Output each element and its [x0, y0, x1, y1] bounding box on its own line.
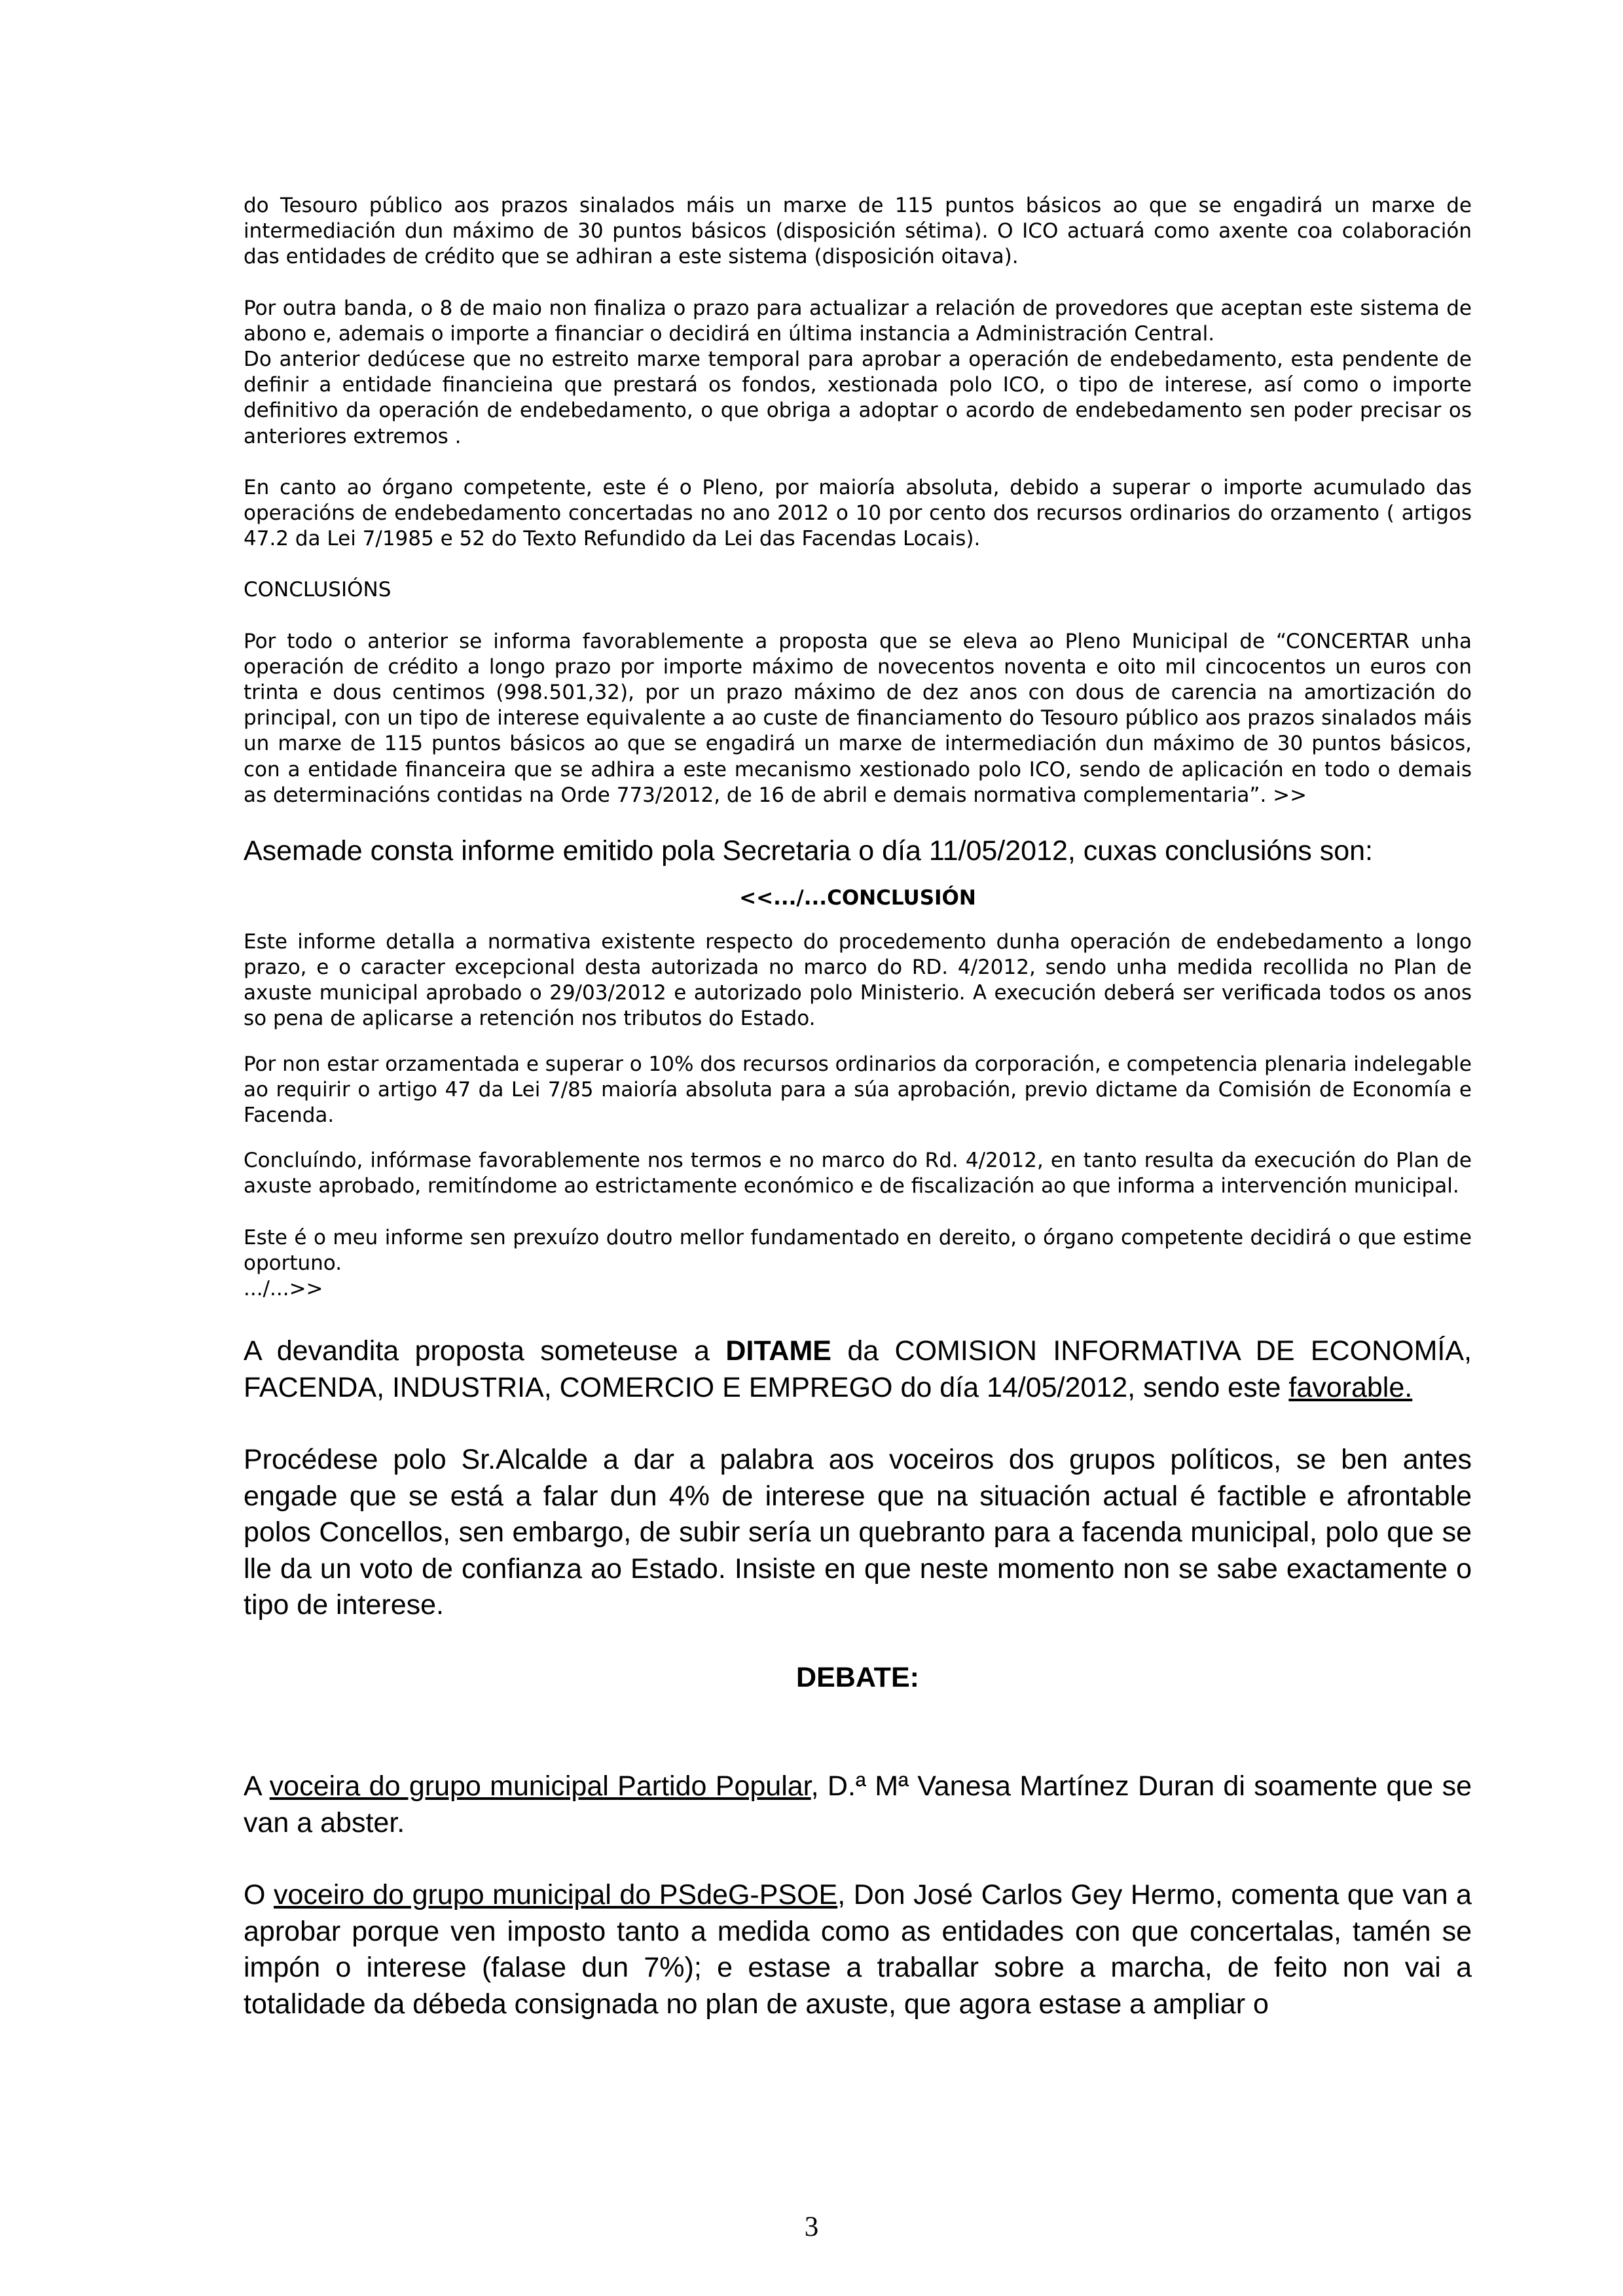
report-paragraph-2b: Do anterior dedúcese que no estreito marxe temporal para aprobar a operación de endebedamento, esta pendente de definir a entidade financieina que prestará os fondos, xestionada polo ICO, o tipo de interese, así como o importe definitivo da operación de endebedamento, o que obriga a adoptar o acordo de endebedamento sen poder precisar os anteriores extremos .: [244, 348, 1472, 448]
ditame-favorable: favorable.: [1288, 1371, 1413, 1403]
secretaria-paragraph-2: Por non estar orzamentada e superar o 10% dos recursos ordinarios da corporación, e competencia plenaria indelegable ao requirir o artigo 47 da Lei 7/85 maioría absoluta para a súa aprobación, previo dictame da Comisión de Economía e Facenda.: [244, 1052, 1472, 1127]
alcalde-paragraph: Procédese polo Sr.Alcalde a dar a palabra aos voceiros dos grupos políticos, se ben antes engade que se está a falar dun 4% de interese que na situación actual é factible e afrontable polos Concellos, sen embargo, de subir sería un quebranto para a facenda municipal, polo que se lle da un voto de confianza ao Estado. Insiste en que neste momento non se sabe exactamente o tipo de interese.: [244, 1444, 1472, 1621]
debate-psoe-paragraph: [244, 1877, 1472, 2022]
secretaria-paragraph-3: Concluíndo, infórmase favorablemente nos termos e no marco do Rd. 4/2012, en tanto resulta da execución do Plan de axuste aprobado, remitíndome ao estrictamente económico e de fiscalización ao que informa a intervención municipal.: [244, 1149, 1472, 1198]
debate-psoe-prefix: O: [244, 1879, 274, 1911]
page-number: 3: [804, 2212, 819, 2242]
ditame-text-after: da COMISION INFORMATIVA DE ECONOMÍA, FACENDA, INDUSTRIA, COMERCIO E EMPREGO do día 14/05/2012, sendo este: [244, 1335, 1472, 1403]
debate-pp-rest: , D.ª Mª Vanesa Martínez Duran di soamente que se van a abster.: [244, 1770, 1472, 1839]
document-body: [244, 193, 1472, 2022]
report-paragraph-1: do Tesouro público aos prazos sinalados máis un marxe de 115 puntos básicos ao que se engadirá un marxe de intermediación dun máximo de 30 puntos básicos (disposición sétima). O ICO actuará como axente coa colaboración das entidades de crédito que se adhiran a este sistema (disposición oitava).: [244, 194, 1472, 269]
secretaria-paragraph-4: Este é o meu informe sen prexuízo doutro mellor fundamentado en dereito, o órgano competente decidirá o que estime oportuno.: [244, 1225, 1472, 1275]
ditame-paragraph: [244, 1333, 1472, 1406]
secretaria-paragraph-1: Este informe detalla a normativa existente respecto do procedemento dunha operación de endebedamento a longo prazo, e o caracter excepcional desta autorizada no marco do RD. 4/2012, sendo unha medida recollida no Plan de axuste municipal aprobado o 29/03/2012 e autorizado polo Ministerio. A execución deberá ser verificada todos os anos so pena de aplicarse a retención nos tributos do Estado.: [244, 929, 1472, 1031]
ditame-text-before: A devandita proposta someteuse a: [244, 1335, 726, 1367]
debate-heading: DEBATE:: [796, 1661, 919, 1693]
debate-pp-paragraph: [244, 1768, 1472, 1841]
report-paragraph-2a: Por outra banda, o 8 de maio non finaliza o prazo para actualizar a relación de provedores que aceptan este sistema de abono e, ademais o importe a financiar o decidirá en última instancia a Administración Central.: [244, 296, 1472, 346]
report-paragraph-4: Por todo o anterior se informa favorablemente a proposta que se eleva ao Pleno Municipal de “CONCERTAR unha operación de crédito a longo prazo por importe máximo de novecentos noventa e oito mil cincocentos un euros con trinta e dous centimos (998.501,32), por un prazo máximo de dez anos con dous de carencia na amortización do principal, con un tipo de interese equivalente a ao custe de financiamento do Tesouro público aos prazos sinalados máis un marxe de 115 puntos básicos ao que se engadirá un marxe de intermediación dun máximo de 30 puntos básicos, con a entidade financeira que se adhira a este mecanismo xestionado polo ICO, sendo de aplicación en todo o demais as determinacións contidas na Orde 773/2012, de 16 de abril e demais normativa complementaria”. >>: [244, 629, 1472, 807]
debate-psoe-group: voceiro do grupo municipal do PSdeG-PSOE: [274, 1879, 838, 1911]
secretaria-closing: .../...>>: [244, 1277, 323, 1300]
secretaria-intro: Asemade consta informe emitido pola Secretaria o día 11/05/2012, cuxas conclusións son:: [244, 835, 1373, 867]
debate-psoe-rest: , Don José Carlos Gey Hermo, comenta que van a aprobar porque ven imposto tanto a medida como as entidades con que concertalas, tamén se impón o interese (falase dun 7%); e estase a traballar sobre a marcha, de feito non vai a totalidade da débeda consignada no plan de axuste, que agora estase a ampliar o: [244, 1879, 1472, 2020]
conclusions-heading: CONCLUSIÓNS: [244, 578, 392, 602]
report-paragraph-3: En canto ao órgano competente, este é o Pleno, por maioría absoluta, debido a superar o importe acumulado das operacións de endebedamento concertadas no ano 2012 o 10 por cento dos recursos ordinarios do orzamento ( artigos 47.2 da Lei 7/1985 e 52 do Texto Refundido da Lei das Facendas Locais).: [244, 475, 1472, 551]
ditame-bold: DITAME: [725, 1335, 831, 1367]
secretaria-conclusion-heading: <<.../...CONCLUSIÓN: [739, 886, 976, 910]
debate-pp-prefix: A: [244, 1770, 270, 1803]
debate-pp-group: voceira do grupo municipal Partido Popular: [269, 1770, 811, 1803]
